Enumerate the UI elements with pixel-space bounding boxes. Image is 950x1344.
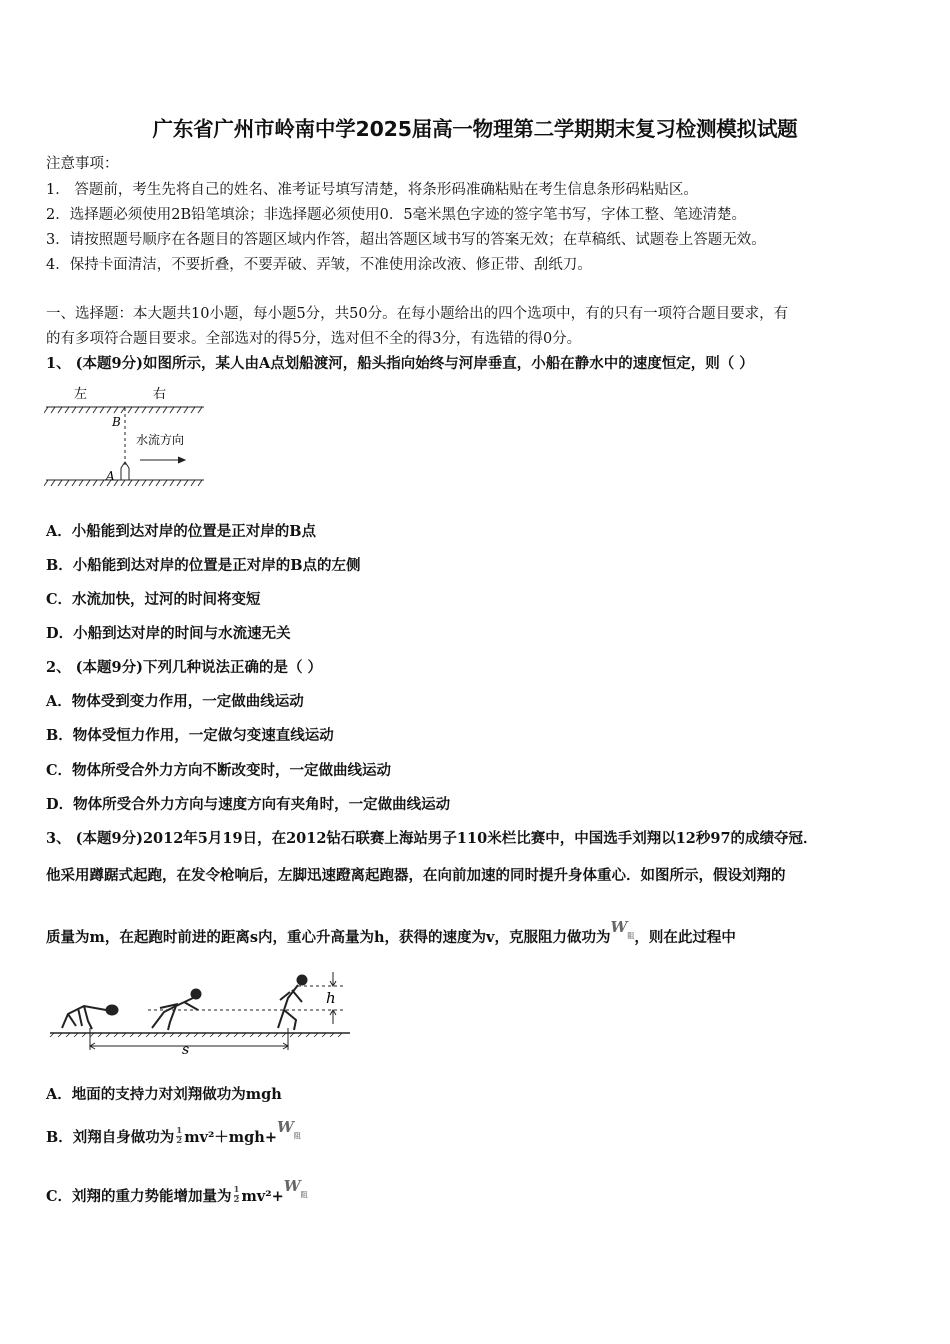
label-a: A	[106, 469, 115, 483]
question-2-stem: 2、 (本题9分)下列几种说法正确的是（ ）	[46, 659, 322, 676]
q2-option-b: B．物体受恒力作用，一定做匀变速直线运动	[46, 727, 334, 744]
sprint-start-figure	[48, 966, 353, 1056]
q3-option-a: A．地面的支持力对刘翔做功为mgh	[46, 1086, 282, 1103]
question-3-stem: 他采用蹲踞式起跑，在发令枪响后，左脚迅速蹬离起跑器，在向前加速的同时提升身体重心．如图所示，假设刘翔的	[46, 867, 786, 884]
q3-option-b: B．刘翔自身做功为 $\frac{1}{2}$ $mv^2+mgh+W_阻$	[46, 1118, 301, 1146]
question-3-stem: 质量为m，在起跑时前进的距离s内，重心升高量为h，获得的速度为v，克服阻力做功为$W_阻$，则在此过程中	[46, 918, 736, 946]
question-1-stem: 1、 (本题9分)如图所示，某人由A点划船渡河，船头指向始终与河岸垂直，小船在静水中的速度恒定，则（ ）	[46, 355, 754, 372]
q1-option-d: D．小船到达对岸的时间与水流速无关	[46, 625, 291, 642]
w-resistance-symbol: $W_阻$	[276, 1118, 301, 1140]
label-flow-direction: 水流方向	[136, 433, 185, 447]
q1-option-c: C．水流加快，过河的时间将变短	[46, 591, 261, 608]
notice-item: 4．保持卡面清洁，不要折叠，不要弄破、弄皱，不准使用涂改液、修正带、刮纸刀。	[46, 257, 592, 273]
notice-item: 2．选择题必须使用2B铅笔填涂；非选择题必须使用0．5毫米黑色字迹的签字笔书写，字体工整、笔迹清楚。	[46, 207, 747, 223]
q3-option-c: C．刘翔的重力势能增加量为 $\frac{1}{2}$ $mv^2+W_阻$	[46, 1177, 308, 1205]
fraction-half: $\frac{1}{2}$	[176, 1125, 183, 1146]
label-left: 左	[74, 387, 88, 402]
q2-option-c: C．物体所受合外力方向不断改变时，一定做曲线运动	[46, 762, 392, 779]
w-resistance-symbol: $W_阻$	[610, 918, 635, 940]
w-resistance-symbol: $W_阻$	[283, 1177, 308, 1199]
q2-option-d: D．物体所受合外力方向与速度方向有夹角时，一定做曲线运动	[46, 796, 451, 813]
label-b: B	[112, 415, 121, 429]
label-h: h	[326, 989, 336, 1007]
page-title: 广东省广州市岭南中学2025届高一物理第二学期期末复习检测模拟试题	[152, 117, 798, 141]
q2-option-a: A．物体受到变力作用，一定做曲线运动	[46, 693, 304, 710]
notice-item: 3．请按照题号顺序在各题目的答题区域内作答，超出答题区域书写的答案无效；在草稿纸、试题卷上答题无效。	[46, 232, 766, 248]
section-instructions: 的有多项符合题目要求。全部选对的得5分，选对但不全的得3分，有选错的得0分。	[46, 331, 582, 347]
notice-item: 1． 答题前，考生先将自己的姓名、准考证号填写清楚，将条形码准确粘贴在考生信息条形码粘贴区。	[46, 182, 698, 198]
notice-heading: 注意事项：	[46, 156, 119, 172]
label-s: s	[182, 1042, 190, 1056]
river-crossing-figure	[44, 382, 206, 494]
section-instructions: 一、选择题：本大题共10小题，每小题5分，共50分。在每小题给出的四个选项中，有的只有一项符合题目要求，有	[46, 306, 789, 322]
fraction-half: $\frac{1}{2}$	[233, 1184, 240, 1205]
label-right: 右	[153, 387, 167, 402]
q1-option-b: B．小船能到达对岸的位置是正对岸的B点的左侧	[46, 557, 361, 574]
question-3-stem: 3、 (本题9分)2012年5月19日，在2012钻石联赛上海站男子110米栏比赛中，中国选手刘翔以12秒97的成绩夺冠．	[46, 830, 818, 847]
q1-option-a: A．小船能到达对岸的位置是正对岸的B点	[46, 523, 317, 540]
